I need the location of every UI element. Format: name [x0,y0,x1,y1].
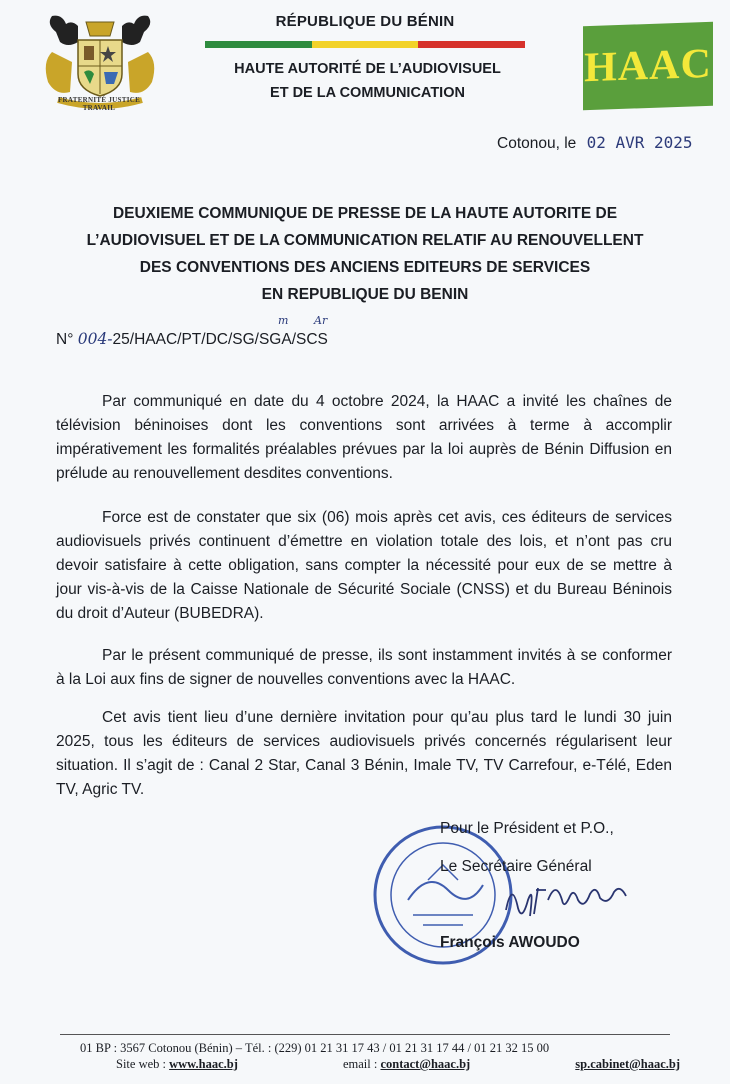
title-line-1: DEUXIEME COMMUNIQUE DE PRESSE DE LA HAUTE AUTORITE DE [112,205,618,222]
reference-code: 25/HAAC/PT/DC/SG/SGA/SCS [112,331,328,348]
reference-handwritten: 004- [77,330,113,348]
footer-email-label: email : [342,1057,378,1071]
footer-site [116,1056,238,1072]
title-line-3: DES CONVENTIONS DES ANCIENS EDITEURS DE SERVICES [139,259,591,276]
footer [80,1040,680,1072]
dateline [497,133,693,153]
reference-annotation-1: m [278,314,289,327]
republic-heading: RÉPUBLIQUE DU BÉNIN [275,13,455,30]
signature-role: Le Secrétaire Général [440,858,592,875]
footer-email [343,1056,470,1072]
coat-motto: FRATERNITÉ JUSTICE TRAVAIL [57,96,141,112]
footer-email2-link[interactable]: sp.cabinet@haac.bj [575,1057,680,1071]
flag-bar [205,41,525,48]
reference-prefix: N° [56,331,74,348]
footer-address: 01 BP : 3567 Cotonou (Bénin) – Tél. : (229) 01 21 31 17 43 / 01 21 31 17 44 / 01 21 32 15 00 [80,1041,550,1055]
title-line-2: L’AUDIOVISUEL ET DE LA COMMUNICATION RELATIF AU RENOUVELLENT [86,232,644,249]
haac-logo-text: HAAC [584,40,712,92]
authority-line-1: HAUTE AUTORITÉ DE L’AUDIOVISUEL [234,61,501,77]
authority-heading [200,57,535,105]
flag-red [418,41,525,48]
dateline-place: Cotonou, le [497,135,577,152]
haac-logo [583,22,713,111]
signature-for-line: Pour le Président et P.O., [440,820,614,837]
body-paragraph-4: Cet avis tient lieu d’une dernière invitation pour qu’au plus tard le lundi 30 juin 2025, tous les éditeurs de services audiovisuels privés concernés régularisent leur situation. Il s’agit de : Canal 2 Star, Canal 3 Bénin, Imale TV, TV Carrefour, e-Télé, Eden TV, Agric TV. [56,708,672,798]
footer-divider [60,1034,670,1035]
document-title [60,200,670,308]
reference-number [56,314,328,349]
flag-green [205,41,312,48]
handwritten-signature-icon [500,870,640,930]
footer-email-link[interactable]: contact@haac.bj [380,1057,471,1071]
body-paragraph-3: Par le présent communiqué de presse, ils sont instamment invités à se conformer à la Loi aux fins de signer de nouvelles conventions avec la HAAC. [56,646,672,688]
body-paragraph-2: Force est de constater que six (06) mois après cet avis, ces éditeurs de services audiovisuels privés continuent d’émettre en violation totale des lois, et n’ont pas cru devoir satisfaire à cette obligation, sans compter la nécessité pour eux de se mettre à jour vis-à-vis de la Caisse Nationale de Sécurité Sociale (CNSS) et du Bureau Béninois du droit d’Auteur (BUBEDRA). [56,508,672,622]
footer-contacts [80,1056,680,1072]
footer-site-label: Site web : [116,1057,166,1071]
authority-line-2: ET DE LA COMMUNICATION [270,85,465,101]
reference-annotation-2: Ar [314,314,328,327]
footer-site-link[interactable]: www.haac.bj [169,1057,238,1071]
signatory-name: François AWOUDO [440,934,580,951]
flag-yellow [312,41,419,48]
body-paragraph-1: Par communiqué en date du 4 octobre 2024, la HAAC a invité les chaînes de télévision béninoises dont les conventions sont arrivées à terme à accomplir impérativement les formalités préalables prévues par la loi auprès de Bénin Diffusion en prélude au renouvellement desdites conventions. [56,392,672,482]
title-line-4: EN REPUBLIQUE DU BENIN [261,286,469,303]
dateline-date-stamp: 02 AVR 2025 [586,133,693,152]
